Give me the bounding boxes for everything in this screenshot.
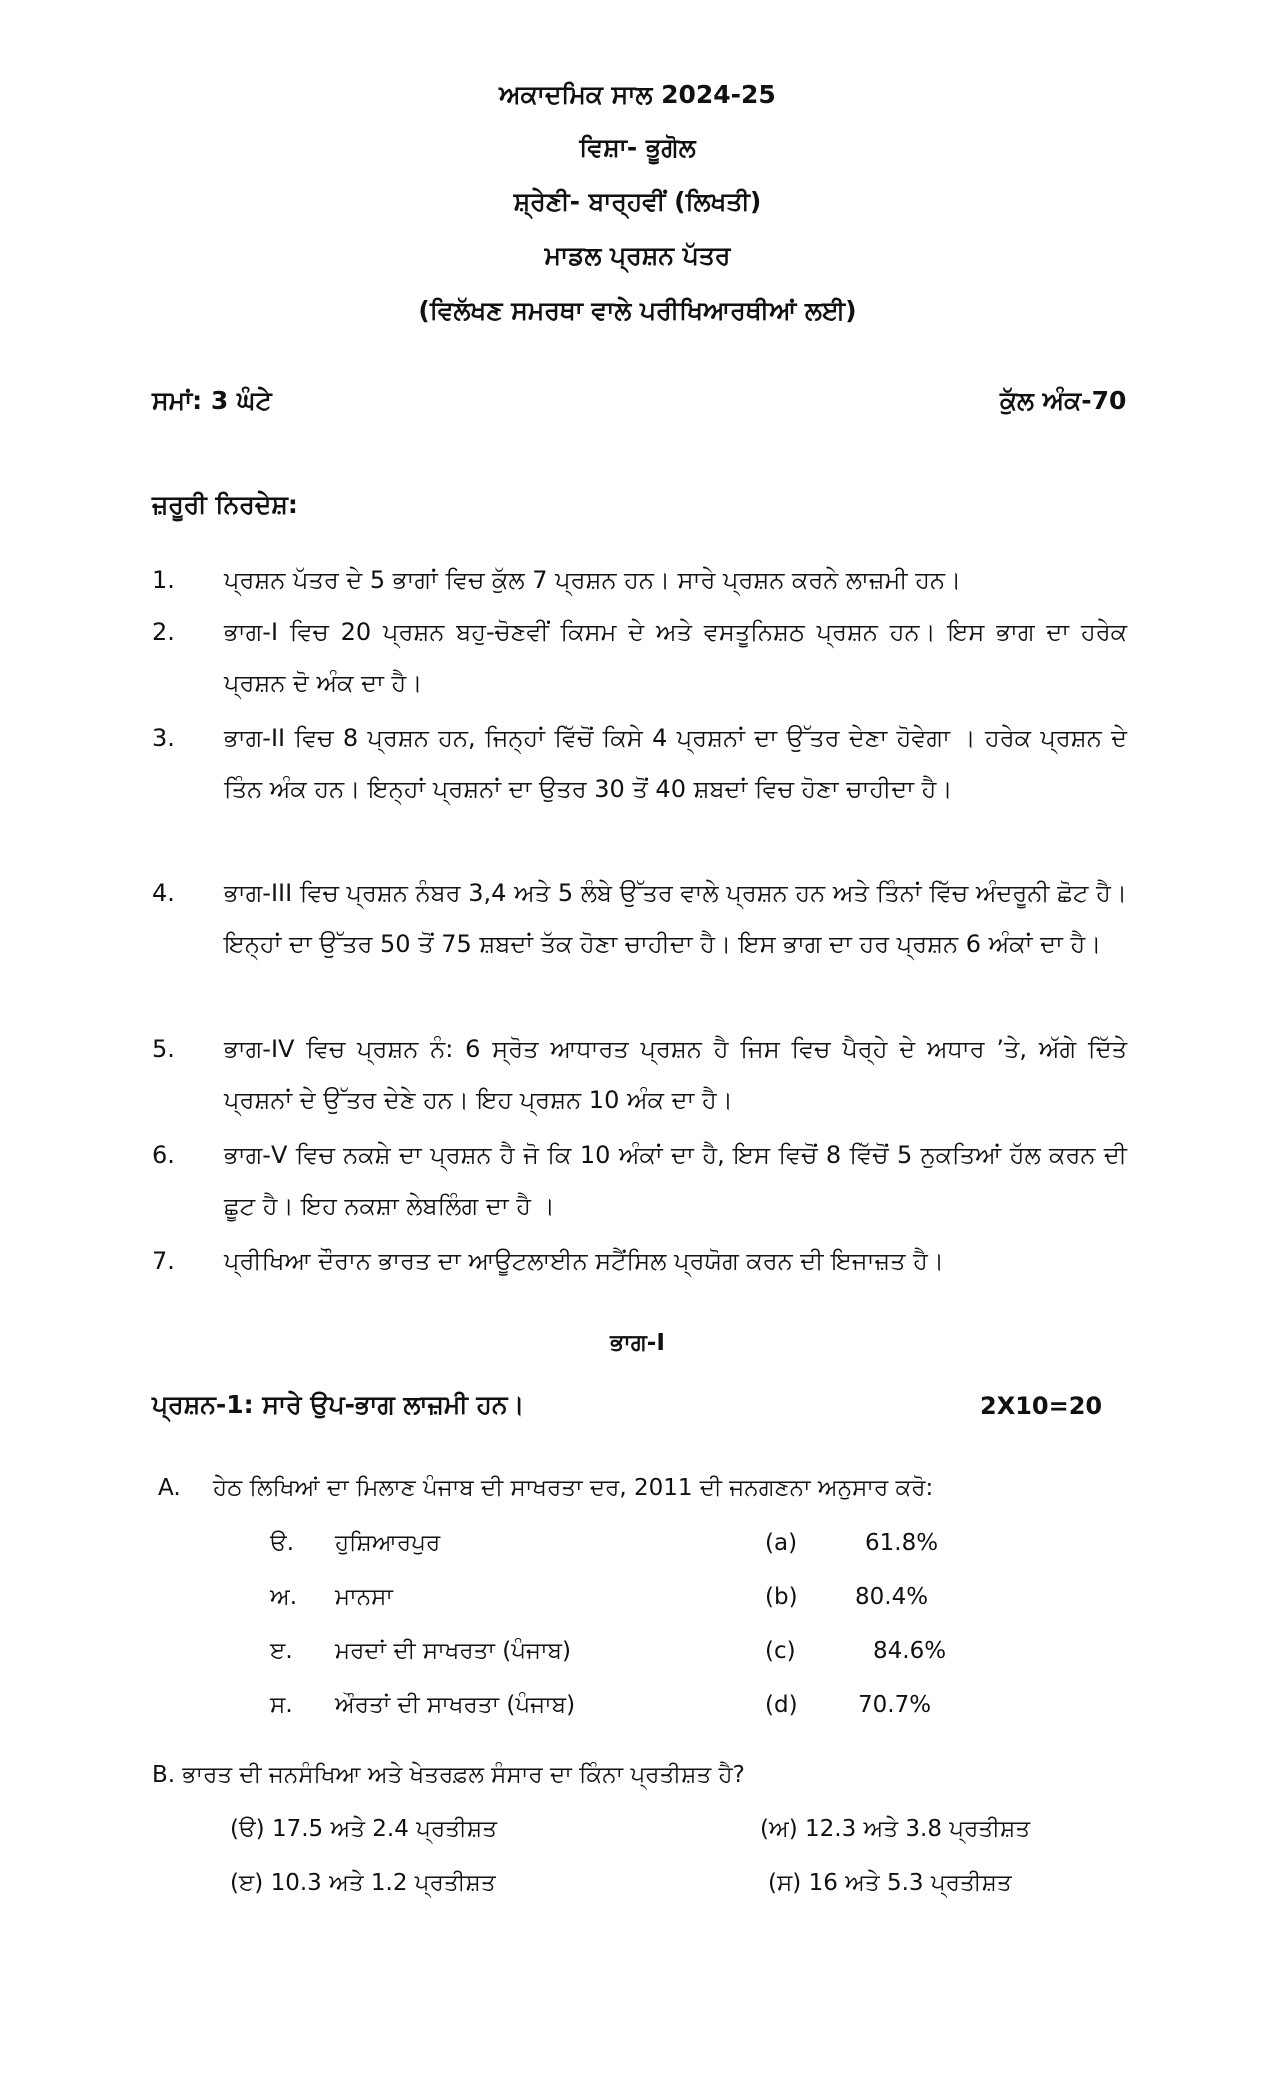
instruction-number: 4.	[152, 879, 175, 907]
header-candidates: (ਵਿਲੱਖਣ ਸਮਰਥਾ ਵਾਲੇ ਪਰੀਖਿਆਰਥੀਆਂ ਲਈ)	[418, 296, 857, 325]
match-left-text: ਔਰਤਾਂ ਦੀ ਸਾਖਰਤਾ (ਪੰਜਾਬ)	[335, 1692, 576, 1718]
question-1b-option: (ਅ) 12.3 ਅਤੇ 3.8 ਪ੍ਰਤੀਸ਼ਤ	[760, 1816, 1031, 1842]
instruction-item	[152, 1024, 1127, 1126]
match-right-value: 70.7%	[858, 1692, 932, 1718]
instruction-text: ਪ੍ਰੀਖਿਆ ਦੌਰਾਨ ਭਾਰਤ ਦਾ ਆਊਟਲਾਈਨ ਸਟੈਂਸਿਲ ਪ੍ਰਯੋਗ ਕਰਨ ਦੀ ਇਜਾਜ਼ਤ ਹੈ।	[224, 1247, 944, 1275]
question-1b-option: (ੳ) 17.5 ਅਤੇ 2.4 ਪ੍ਰਤੀਸ਼ਤ	[230, 1816, 497, 1842]
instruction-item	[152, 713, 1127, 815]
header-class: ਸ਼੍ਰੇਣੀ- ਬਾਰ੍ਹਵੀਂ (ਲਿਖਤੀ)	[513, 187, 762, 216]
instruction-number: 5.	[152, 1035, 175, 1063]
instruction-text: ਭਾਗ-IV ਵਿਚ ਪ੍ਰਸ਼ਨ ਨੰ: 6 ਸ੍ਰੋਤ ਆਧਾਰਤ ਪ੍ਰਸ਼ਨ ਹੈ ਜਿਸ ਵਿਚ ਪੈਰ੍ਹੇ ਦੇ ਅਧਾਰ ’ਤੇ, ਅੱਗੇ ਦਿੱਤੇ ਪ੍ਰਸ਼ਨਾਂ ਦੇ ਉੱਤਰ ਦੇਣੇ ਹਨ। ਇਹ ਪ੍ਰਸ਼ਨ 10 ਅੰਕ ਦਾ ਹੈ।	[224, 1035, 1127, 1114]
instruction-item	[152, 1130, 1127, 1232]
match-right-value: 61.8%	[865, 1530, 939, 1556]
match-left-text: ਮਾਨਸਾ	[335, 1584, 393, 1610]
instruction-number: 6.	[152, 1141, 175, 1169]
instruction-text: ਭਾਗ-I ਵਿਚ 20 ਪ੍ਰਸ਼ਨ ਬਹੁ-ਚੋਣਵੀਂ ਕਿਸਮ ਦੇ ਅਤੇ ਵਸਤੂਨਿਸ਼ਠ ਪ੍ਰਸ਼ਨ ਹਨ। ਇਸ ਭਾਗ ਦਾ ਹਰੇਕ ਪ੍ਰਸ਼ਨ ਦੋ ਅੰਕ ਦਾ ਹੈ।	[224, 618, 1127, 697]
question-1b-option: (ਸ) 16 ਅਤੇ 5.3 ਪ੍ਰਤੀਸ਼ਤ	[768, 1870, 1012, 1896]
match-right-label: (c)	[765, 1638, 796, 1664]
match-right-value: 80.4%	[855, 1584, 929, 1610]
total-marks: ਕੁੱਲ ਅੰਕ-70	[1000, 386, 1127, 415]
instruction-item	[152, 555, 1127, 606]
instruction-text: ਭਾਗ-III ਵਿਚ ਪ੍ਰਸ਼ਨ ਨੰਬਰ 3,4 ਅਤੇ 5 ਲੰਬੇ ਉੱਤਰ ਵਾਲੇ ਪ੍ਰਸ਼ਨ ਹਨ ਅਤੇ ਤਿੰਨਾਂ ਵਿੱਚ ਅੰਦਰੂਨੀ ਛੋਟ ਹੈ। ਇਨ੍ਹਾਂ ਦਾ ਉੱਤਰ 50 ਤੋਂ 75 ਸ਼ਬਦਾਂ ਤੱਕ ਹੋਣਾ ਚਾਹੀਦਾ ਹੈ। ਇਸ ਭਾਗ ਦਾ ਹਰ ਪ੍ਰਸ਼ਨ 6 ਅੰਕਾਂ ਦਾ ਹੈ।	[224, 879, 1127, 958]
match-left-label: ਅ.	[270, 1584, 298, 1610]
header-subject: ਵਿਸ਼ਾ- ਭੂਗੋਲ	[579, 133, 696, 162]
match-left-label: ੲ.	[270, 1638, 293, 1664]
instruction-number: 3.	[152, 724, 175, 752]
question-1b-option: (ੲ) 10.3 ਅਤੇ 1.2 ਪ੍ਰਤੀਸ਼ਤ	[230, 1870, 496, 1896]
question-1-marks: 2X10=20	[980, 1392, 1103, 1420]
instruction-text: ਭਾਗ-V ਵਿਚ ਨਕਸ਼ੇ ਦਾ ਪ੍ਰਸ਼ਨ ਹੈ ਜੋ ਕਿ 10 ਅੰਕਾਂ ਦਾ ਹੈ, ਇਸ ਵਿਚੋਂ 8 ਵਿੱਚੋਂ 5 ਨੁਕਤਿਆਂ ਹੱਲ ਕਰਨ ਦੀ ਛੂਟ ਹੈ। ਇਹ ਨਕਸ਼ਾ ਲੇਬਲਿੰਗ ਦਾ ਹੈ ।	[224, 1141, 1127, 1220]
instruction-item	[152, 1236, 1127, 1287]
match-right-label: (a)	[765, 1530, 798, 1556]
instruction-text: ਪ੍ਰਸ਼ਨ ਪੱਤਰ ਦੇ 5 ਭਾਗਾਂ ਵਿਚ ਕੁੱਲ 7 ਪ੍ਰਸ਼ਨ ਹਨ। ਸਾਰੇ ਪ੍ਰਸ਼ਨ ਕਰਨੇ ਲਾਜ਼ਮੀ ਹਨ।	[224, 566, 962, 594]
match-left-text: ਮਰਦਾਂ ਦੀ ਸਾਖਰਤਾ (ਪੰਜਾਬ)	[335, 1638, 571, 1664]
instruction-item	[152, 868, 1127, 970]
question-1-heading: ਪ੍ਰਸ਼ਨ-1: ਸਾਰੇ ਉਪ-ਭਾਗ ਲਾਜ਼ਮੀ ਹਨ।	[152, 1390, 525, 1419]
question-1a-text: ਹੇਠ ਲਿਖਿਆਂ ਦਾ ਮਿਲਾਣ ਪੰਜਾਬ ਦੀ ਸਾਖਰਤਾ ਦਰ, 2011 ਦੀ ਜਨਗਣਨਾ ਅਨੁਸਾਰ ਕਰੋ:	[213, 1475, 934, 1501]
instruction-number: 1.	[152, 566, 175, 594]
instruction-number: 7.	[152, 1247, 175, 1275]
instructions-heading: ਜ਼ਰੂਰੀ ਨਿਰਦੇਸ਼:	[152, 490, 298, 519]
instruction-number: 2.	[152, 618, 175, 646]
match-left-label: ਸ.	[270, 1692, 293, 1718]
instruction-text: ਭਾਗ-II ਵਿਚ 8 ਪ੍ਰਸ਼ਨ ਹਨ, ਜਿਨ੍ਹਾਂ ਵਿੱਚੋਂ ਕਿਸੇ 4 ਪ੍ਰਸ਼ਨਾਂ ਦਾ ਉੱਤਰ ਦੇਣਾ ਹੋਵੇਗਾ । ਹਰੇਕ ਪ੍ਰਸ਼ਨ ਦੇ ਤਿੰਨ ਅੰਕ ਹਨ। ਇਨ੍ਹਾਂ ਪ੍ਰਸ਼ਨਾਂ ਦਾ ਉਤਰ 30 ਤੋਂ 40 ਸ਼ਬਦਾਂ ਵਿਚ ਹੋਣਾ ਚਾਹੀਦਾ ਹੈ।	[224, 724, 1127, 803]
section-title: ਭਾਗ-I	[610, 1330, 665, 1356]
exam-time: ਸਮਾਂ: 3 ਘੰਟੇ	[152, 386, 272, 415]
question-1b-text: B. ਭਾਰਤ ਦੀ ਜਨਸੰਖਿਆ ਅਤੇ ਖੇਤਰਫ਼ਲ ਸੰਸਾਰ ਦਾ ਕਿੰਨਾ ਪ੍ਰਤੀਸ਼ਤ ਹੈ?	[152, 1762, 745, 1788]
header-academic-year: ਅਕਾਦਮਿਕ ਸਾਲ 2024-25	[499, 80, 776, 109]
match-left-label: ੳ.	[270, 1530, 295, 1556]
match-right-value: 84.6%	[873, 1638, 947, 1664]
instruction-item	[152, 607, 1127, 709]
match-left-text: ਹੁਸ਼ਿਆਰਪੁਰ	[335, 1530, 441, 1556]
header-paper-type: ਮਾਡਲ ਪ੍ਰਸ਼ਨ ਪੱਤਰ	[544, 241, 731, 270]
match-right-label: (d)	[765, 1692, 798, 1718]
match-right-label: (b)	[765, 1584, 798, 1610]
question-1a-label: A.	[158, 1475, 181, 1501]
